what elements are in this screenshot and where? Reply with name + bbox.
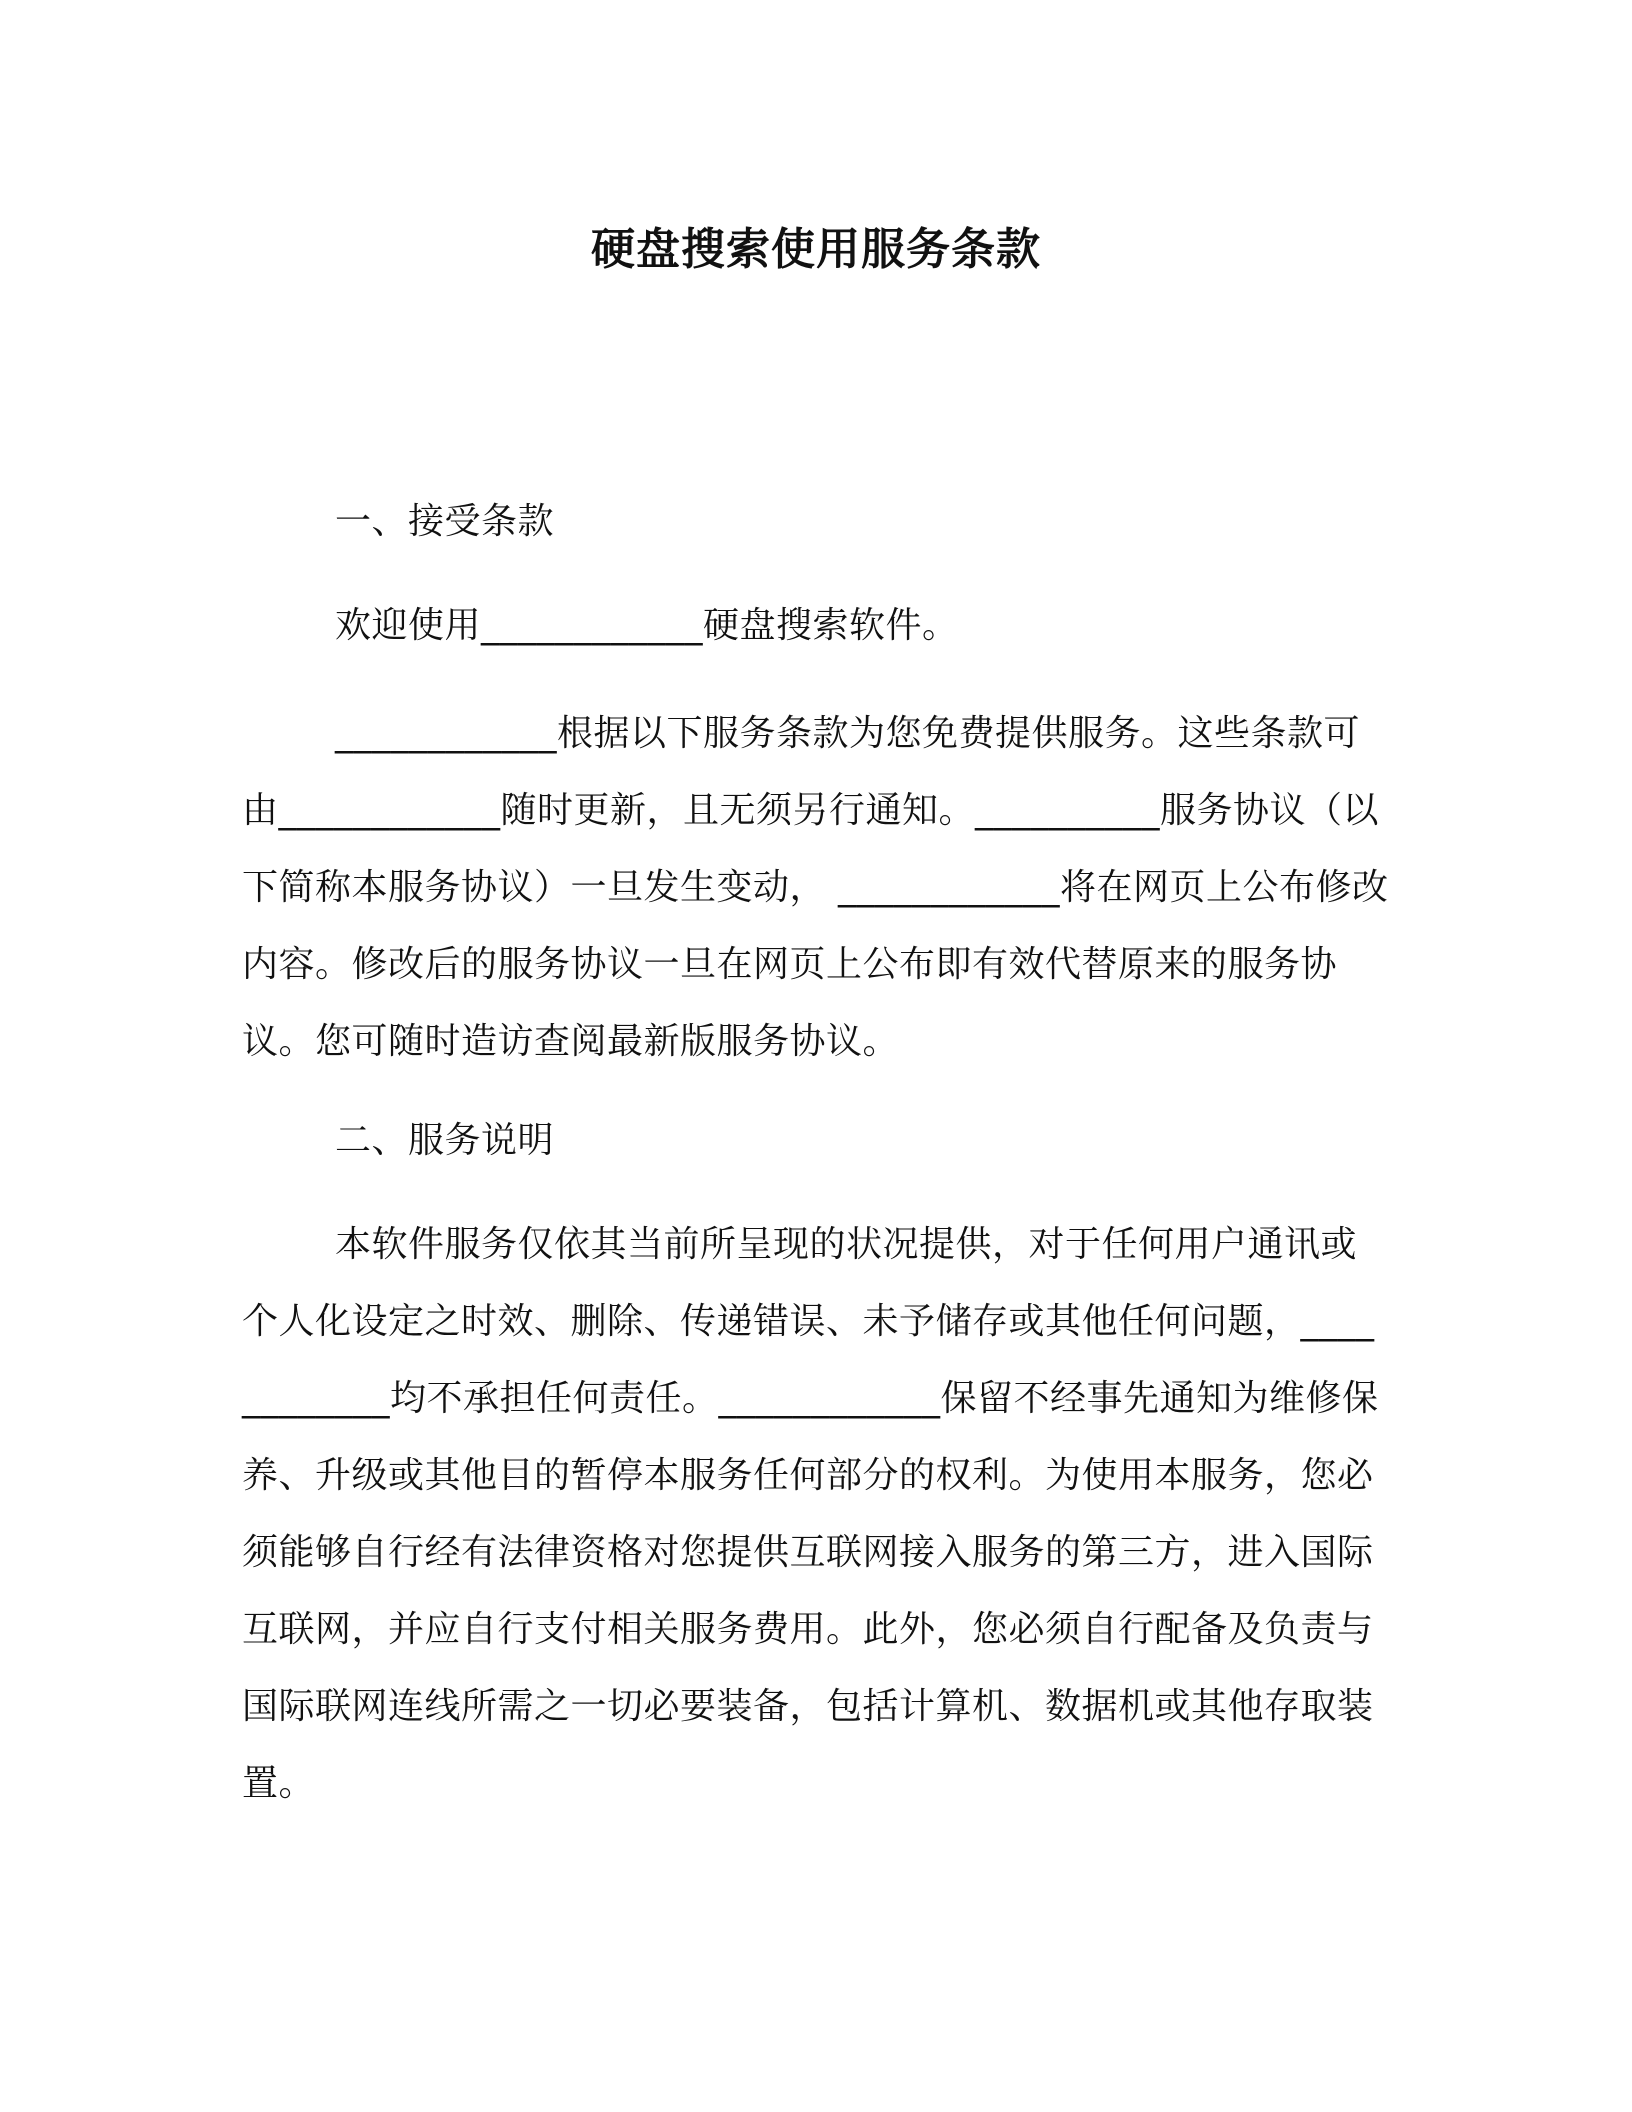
section-1-paragraph-1 [242, 587, 1390, 664]
document-title: 硬盘搜索使用服务条款 [591, 224, 1041, 275]
section-heading-accept-terms: 一、接受条款 [335, 501, 555, 542]
section-1-paragraph-2 [242, 695, 1390, 1080]
section-2-paragraph-1 [242, 1206, 1390, 1822]
paragraph-text: ____________根据以下服务条款为您免费提供服务。这些条款可由____________随时更新，且无须另行通知。__________服务协议（以下简称本服务协议）一旦发生变动， ____________将在网页上公布修改内容。修改后的服务协议一旦在网页上公布即有效代替原来的服务协议。您可随时造访查阅最新版服务协议。 [242, 713, 1389, 1062]
paragraph-text: 欢迎使用____________硬盘搜索软件。 [335, 605, 959, 646]
section-heading-service-description: 二、服务说明 [335, 1120, 555, 1161]
paragraph-text: 本软件服务仅依其当前所呈现的状况提供，对于任何用户通讯或个人化设定之时效、删除、传递错误、未予储存或其他任何问题，____________均不承担任何责任。____________保留不经事先通知为维修保养、升级或其他目的暂停本服务任何部分的权利。为使用本服务，您必须能够自行经有法律资格对您提供互联网接入服务的第三方，进入国际互联网，并应自行支付相关服务费用。此外，您必须自行配备及负责与国际联网连线所需之一切必要装备，包括计算机、数据机或其他存取装置。 [242, 1224, 1379, 1804]
